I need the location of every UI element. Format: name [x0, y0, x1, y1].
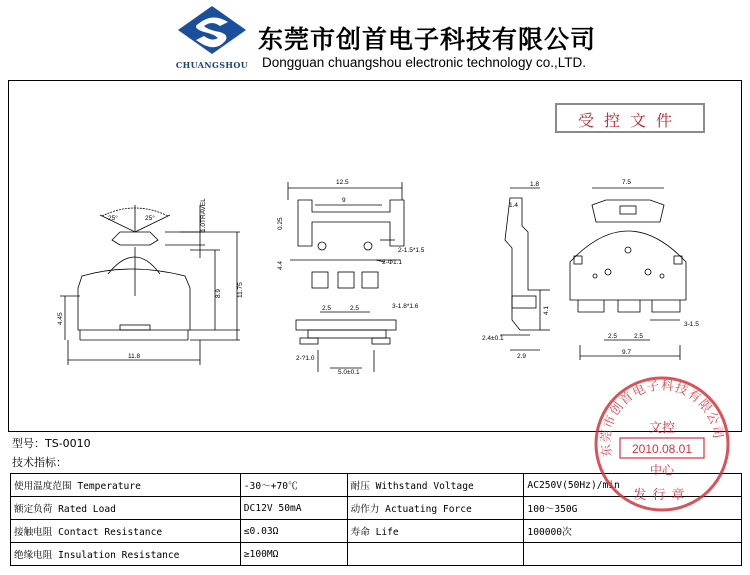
spec-value: 100000次: [524, 520, 742, 543]
dim-4-45: 4.45: [57, 312, 64, 325]
spec-value: 100～350G: [524, 497, 742, 520]
spec-value: [524, 543, 742, 566]
spec-value: ≥100MΩ: [240, 543, 347, 566]
dim-2-5-a: 2.5: [322, 305, 332, 312]
dim-3-1-8: 3-1.8*1.6: [392, 303, 419, 310]
front-view: [60, 205, 240, 365]
table-row: [11, 520, 742, 543]
dim-9: 9: [342, 197, 346, 204]
dim-2-5-c: 2.5: [608, 333, 618, 340]
dim-4-1: 4.1: [543, 305, 550, 315]
dim-2-5-b: 2.5: [350, 305, 360, 312]
rear-view: [570, 188, 686, 360]
angle-left-label: 25°: [108, 215, 118, 222]
dim-2-4: 2.4±0.1: [482, 335, 504, 342]
company-seal-stamp: [592, 374, 732, 514]
model-number: 型号：TS-0010: [12, 437, 91, 450]
top-view: [288, 182, 404, 372]
dim-3-1-5: 3-1.5: [684, 321, 699, 328]
top-view-labels: [277, 179, 425, 376]
dim-11-75: 11.75: [237, 282, 244, 298]
spec-label: 寿命 Life: [347, 520, 524, 543]
dim-5-0: 5.0±0.1: [338, 369, 360, 376]
spec-value: -30～+70℃: [240, 474, 347, 497]
spec-label: 额定负荷 Rated Load: [11, 497, 241, 520]
company-name-cn: 东莞市创首电子科技有限公司: [258, 25, 597, 54]
dim-8-9: 8.9: [215, 288, 222, 298]
controlled-document-label: 受控文件: [577, 111, 682, 130]
side-view: [500, 188, 550, 350]
logo-text: CHUANGSHOU: [175, 60, 249, 70]
dim-2-5-d: 2.5: [634, 333, 644, 340]
spec-label: 耐压 Withstand Voltage: [347, 474, 524, 497]
angle-right-label: 25°: [145, 215, 155, 222]
dim-4-4: 4.4: [277, 260, 284, 270]
spec-label: 绝缘电阻 Insulation Resistance: [11, 543, 241, 566]
stamp-center-bottom: 发行章: [633, 488, 691, 503]
stamp-date: 2010.08.01: [631, 442, 693, 456]
front-view-labels: [57, 198, 244, 360]
spec-heading: 技术指标：: [12, 456, 67, 469]
spec-label: [347, 543, 524, 566]
stamp-ring-text: 东莞市创首电子科技有限公司: [597, 377, 727, 458]
spec-value: DC12V 50mA: [240, 497, 347, 520]
rear-view-labels: [608, 179, 699, 356]
stamp-center-top: 文控: [648, 421, 676, 436]
side-view-labels: [482, 181, 550, 360]
spec-value: ≤0.03Ω: [240, 520, 347, 543]
stamp-center-mid: 中心: [649, 463, 675, 477]
dim-12-5: 12.5: [336, 179, 349, 186]
dim-7-5: 7.5: [622, 179, 632, 186]
dim-9-7: 9.7: [622, 349, 632, 356]
company-name-en: Dongguan chuangshou electronic technology co.,LTD.: [262, 55, 586, 70]
dim-2-1-5: 2-1.5*1.5: [398, 247, 425, 254]
table-row: [11, 543, 742, 566]
travel-label: 1.0TRAVEL: [200, 198, 207, 232]
dim-1-8: 1.8: [530, 181, 540, 188]
spec-label: 接触电阻 Contact Resistance: [11, 520, 241, 543]
spec-label: 使用温度范围 Temperature: [11, 474, 241, 497]
dim-11-8: 11.8: [128, 353, 141, 360]
dim-2-phi: 2-Φ1.1: [382, 259, 403, 266]
dim-2-1-0: 2-?1.0: [296, 355, 315, 362]
dim-0-25: 0.25: [277, 217, 284, 230]
spec-label: 动作力 Actuating Force: [347, 497, 524, 520]
dim-2-9: 2.9: [517, 353, 527, 360]
dim-1-4: 1.4: [509, 202, 519, 209]
spec-value: AC250V(50Hz)/min: [524, 474, 742, 497]
